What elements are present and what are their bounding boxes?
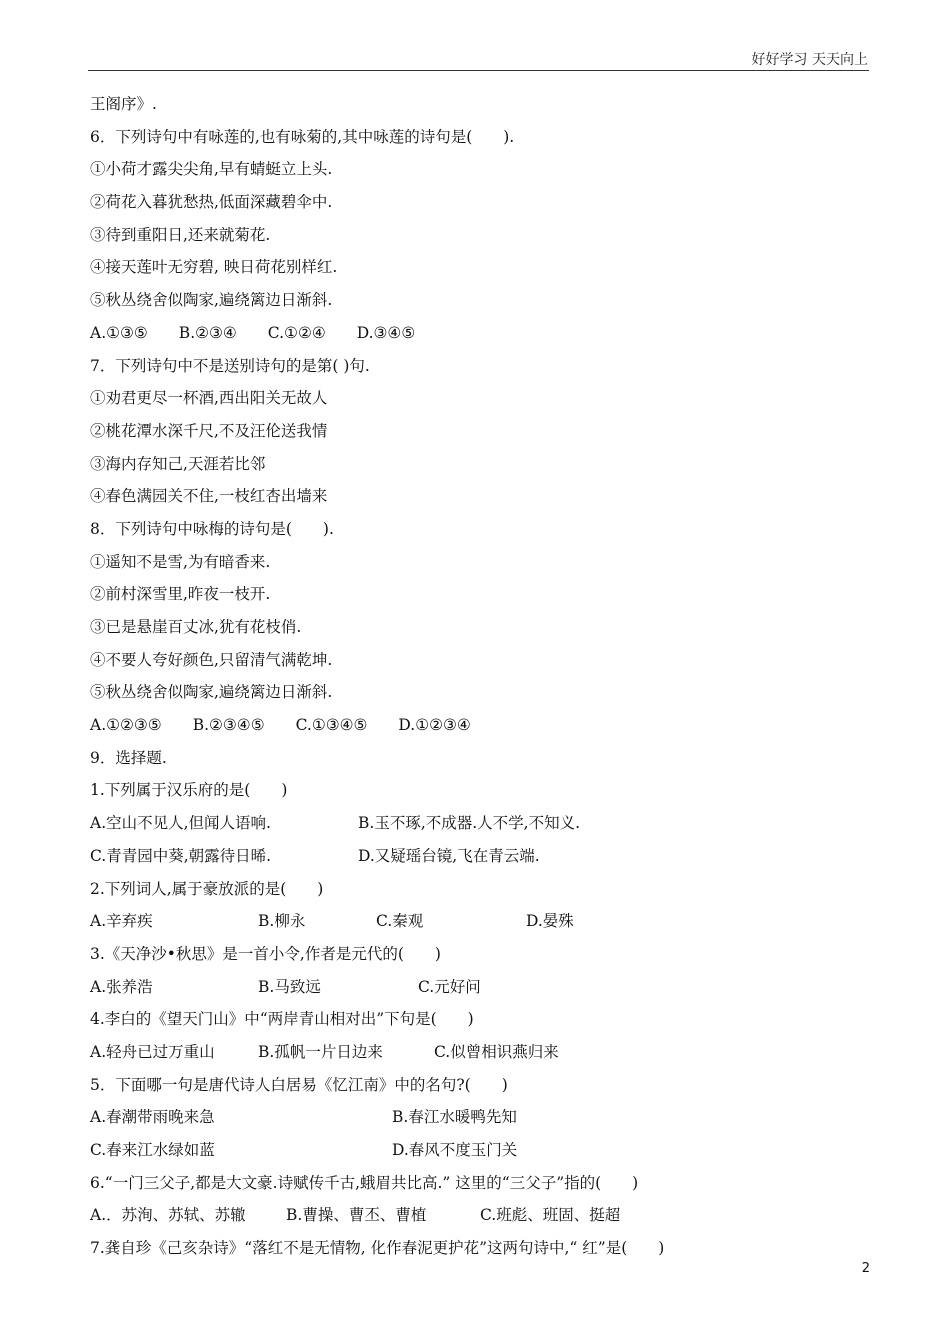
question-6-stem: 6．下列诗句中有咏莲的,也有咏菊的,其中咏莲的诗句是( ). bbox=[90, 127, 515, 146]
text-line: ④春色满园关不住,一枝红杏出墙来 bbox=[90, 487, 328, 506]
sub-question-2-stem: 2.下列词人,属于豪放派的是( ) bbox=[90, 879, 324, 898]
option: A.辛弃疾 bbox=[90, 912, 153, 931]
text-line: ④不要人夸好颜色,只留清气满乾坤. bbox=[90, 650, 333, 669]
text-line: ①小荷才露尖尖角,早有蜻蜓立上头. bbox=[90, 160, 333, 179]
option: A.空山不见人,但闻人语响. bbox=[90, 814, 271, 833]
option: B.柳永 bbox=[258, 912, 306, 931]
option: B.春江水暖鸭先知 bbox=[392, 1108, 517, 1127]
option: C.元好问 bbox=[418, 977, 481, 996]
option: A.轻舟已过万重山 bbox=[90, 1042, 215, 1061]
text-line: ②荷花入暮犹愁热,低面深藏碧伞中. bbox=[90, 193, 333, 212]
sub-question-5-options-row1 bbox=[90, 1101, 870, 1134]
text-line: ④接天莲叶无穷碧, 映日荷花别样红. bbox=[90, 258, 338, 277]
sub-question-5-options-row2 bbox=[90, 1134, 870, 1167]
text-line: ③海内存知己,天涯若比邻 bbox=[90, 454, 266, 473]
sub-question-3-stem: 3.《天净沙•秋思》是一首小令,作者是元代的( ) bbox=[90, 944, 441, 963]
option: C.秦观 bbox=[376, 912, 424, 931]
sub-question-6-stem: 6.“一门三父子,都是大文豪.诗赋传千古,蛾眉共比高.” 这里的“三父子”指的( ) bbox=[90, 1173, 639, 1192]
text-line: ⑤秋丛绕舍似陶家,遍绕篱边日渐斜. bbox=[90, 291, 333, 310]
sub-question-1-stem: 1.下列属于汉乐府的是( ) bbox=[90, 781, 288, 800]
text-line: ②前村深雪里,昨夜一枝开. bbox=[90, 585, 271, 604]
option: C.似曾相识燕归来 bbox=[434, 1042, 559, 1061]
page-number: 2 bbox=[861, 1261, 870, 1276]
text-line: ①遥知不是雪,为有暗香来. bbox=[90, 552, 271, 571]
page-header: 好好学习 天天向上 bbox=[751, 52, 868, 68]
header-rule bbox=[88, 70, 869, 71]
sub-question-6-options bbox=[90, 1199, 870, 1232]
option: A.．苏洵、苏轼、苏辙 bbox=[90, 1206, 246, 1225]
option: A.张养浩 bbox=[90, 977, 153, 996]
sub-question-5-stem: 5．下面哪一句是唐代诗人白居易《忆江南》中的名句?( ) bbox=[90, 1075, 508, 1094]
text-line: ②桃花潭水深千尺,不及汪伦送我情 bbox=[90, 421, 328, 440]
option: B.曹操、曹丕、曹植 bbox=[286, 1206, 427, 1225]
text-line: ①劝君更尽一杯酒,西出阳关无故人 bbox=[90, 389, 328, 408]
question-6-options: A.①③⑤ B.②③④ C.①②④ D.③④⑤ bbox=[90, 323, 416, 342]
option: C.班彪、班固、挺超 bbox=[480, 1206, 621, 1225]
sub-question-4-options bbox=[90, 1036, 870, 1069]
text-line: 王阁序》. bbox=[90, 95, 157, 113]
question-8-options: A.①②③⑤ B.②③④⑤ C.①③④⑤ D.①②③④ bbox=[90, 716, 471, 735]
text-line: ③待到重阳日,还来就菊花. bbox=[90, 225, 271, 244]
text-line: ③已是悬崖百丈冰,犹有花枝俏. bbox=[90, 618, 302, 636]
option: A.春潮带雨晚来急 bbox=[90, 1108, 215, 1127]
sub-question-3-options bbox=[90, 971, 870, 1004]
option: C.春来江水绿如蓝 bbox=[90, 1141, 215, 1159]
option: D.晏殊 bbox=[526, 912, 574, 931]
sub-question-7-stem: 7.龚自珍《己亥杂诗》“落红不是无情物, 化作春泥更护花”这两句诗中,“ 红”是( ) bbox=[90, 1239, 665, 1258]
sub-question-1-options-row2 bbox=[90, 840, 870, 873]
option: C.青青园中葵,朝露待日晞. bbox=[90, 846, 272, 865]
option: D.又疑瑶台镜,飞在青云端. bbox=[358, 846, 540, 865]
question-8-stem: 8．下列诗句中咏梅的诗句是( ). bbox=[90, 519, 334, 538]
document-body bbox=[90, 88, 870, 1265]
sub-question-1-options-row1 bbox=[90, 807, 870, 840]
option: B.孤帆一片日边来 bbox=[258, 1042, 383, 1061]
option: B.玉不琢,不成器.人不学,不知义. bbox=[358, 814, 581, 833]
question-7-stem: 7．下列诗句中不是送别诗句的是第( )句. bbox=[90, 356, 370, 375]
text-line: ⑤秋丛绕舍似陶家,遍绕篱边日渐斜. bbox=[90, 683, 333, 702]
sub-question-2-options bbox=[90, 905, 870, 938]
option: B.马致远 bbox=[258, 977, 321, 996]
sub-question-4-stem: 4.李白的《望天门山》中“两岸青山相对出”下句是( ) bbox=[90, 1010, 474, 1029]
option: D.春风不度玉门关 bbox=[392, 1141, 518, 1159]
question-9-heading: 9．选择题. bbox=[90, 748, 167, 767]
